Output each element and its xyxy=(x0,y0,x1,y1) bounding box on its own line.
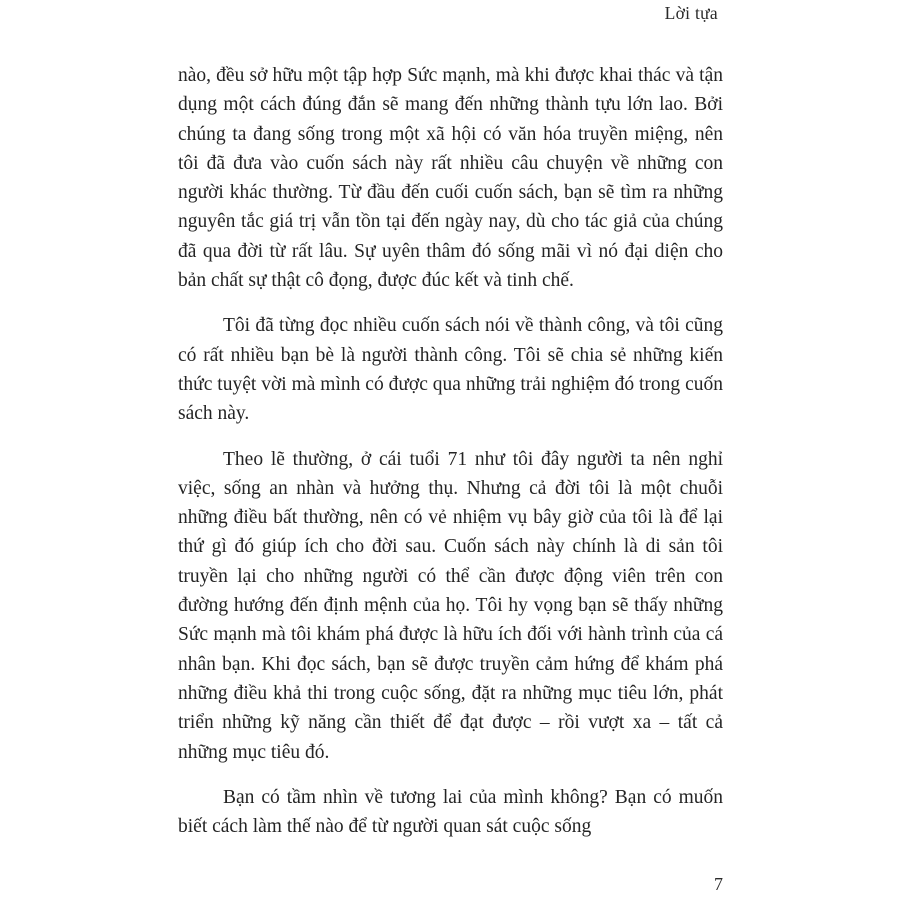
body-paragraph: Tôi đã từng đọc nhiều cuốn sách nói về thành công, và tôi cũng có rất nhiều bạn bè là người thành công. Tôi sẽ chia sẻ những kiến thức tuyệt vời mà mình có được qua những trải nghiệm đó trong cuốn sách này. xyxy=(178,315,723,425)
body-text xyxy=(178,61,723,857)
body-paragraph: Theo lẽ thường, ở cái tuổi 71 như tôi đây người ta nên nghỉ việc, sống an nhàn và hưởng thụ. Nhưng cả đời tôi là một chuỗi những điều bất thường, nên có vẻ nhiệm vụ bây giờ của tôi là để lại thứ gì đó giúp ích cho đời sau. Cuốn sách này chính là di sản tôi truyền lại cho những người có thể cần được động viên trên con đường hướng đến định mệnh của họ. Tôi hy vọng bạn sẽ thấy những Sức mạnh mà tôi khám phá được là hữu ích đối với hành trình của cá nhân bạn. Khi đọc sách, bạn sẽ được truyền cảm hứng để khám phá những điều khả thi trong cuộc sống, đặt ra những mục tiêu lớn, phát triển những kỹ năng cần thiết để đạt được – rồi vượt xa – tất cả những mục tiêu đó. xyxy=(178,448,723,763)
body-paragraph: Bạn có tầm nhìn về tương lai của mình không? Bạn có muốn biết cách làm thế nào để từ người quan sát cuộc sống xyxy=(178,786,723,838)
page-number: 7 xyxy=(714,874,723,894)
body-paragraph: nào, đều sở hữu một tập hợp Sức mạnh, mà khi được khai thác và tận dụng một cách đúng đắn sẽ mang đến những thành tựu lớn lao. Bởi chúng ta đang sống trong một xã hội có văn hóa truyền miệng, nên tôi đã đưa vào cuốn sách này rất nhiều câu chuyện về những con người khác thường. Từ đầu đến cuối cuốn sách, bạn sẽ tìm ra những nguyên tắc giá trị vẫn tồn tại đến ngày nay, dù cho tác giả của chúng đã qua đời từ rất lâu. Sự uyên thâm đó sống mãi vì nó đại diện cho bản chất sự thật cô đọng, được đúc kết và tinh chế. xyxy=(178,65,723,292)
running-header: Lời tựa xyxy=(664,3,718,23)
